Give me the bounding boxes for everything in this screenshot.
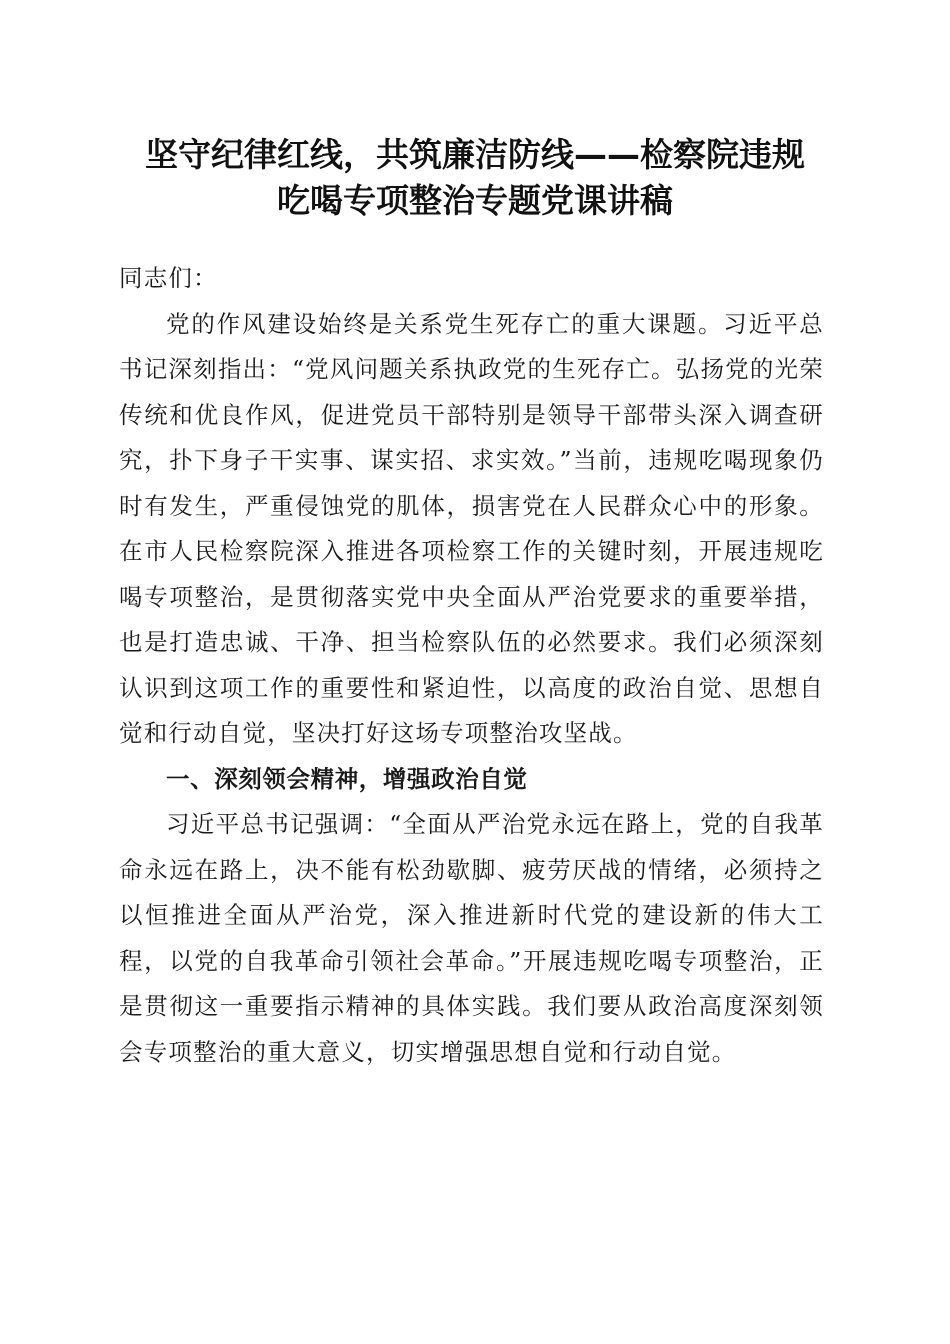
paragraph-section-1: 习近平总书记强调：“全面从严治党永远在路上，党的自我革命永远在路上，决不能有松劲歇脚、疲劳厌战的情绪，必须持之以恒推进全面从严治党，深入推进新时代党的建设新的伟大工程，以党的自我革命引领社会革命。”开展违规吃喝专项整治，正是贯彻这一重要指示精神的具体实践。我们要从政治高度深刻领会专项整治的重大意义，切实增强思想自觉和行动自觉。 (119, 810, 824, 1066)
salutation: 同志们： (119, 264, 218, 292)
paragraph-intro: 党的作风建设始终是关系党生死存亡的重大课题。习近平总书记深刻指出：“党风问题关系执政党的生死存亡。弘扬党的光荣传统和优良作风，促进党员干部特别是领导干部带头深入调查研究，扑下身子干实事、谋实招、求实效。”当前，违规吃喝现象仍时有发生，严重侵蚀党的肌体，损害党在人民群众心中的形象。在市人民检察院深入推进各项检察工作的关键时刻，开展违规吃喝专项整治，是贯彻落实党中央全面从严治党要求的重要举措，也是打造忠诚、干净、担当检察队伍的必然要求。我们必须深刻认识到这项工作的重要性和紧迫性，以高度的政治自觉、思想自觉和行动自觉，坚决打好这场专项整治攻坚战。 (119, 309, 824, 747)
title-line-1: 坚守纪律红线，共筑廉洁防线——检察院违规 (145, 135, 805, 174)
document-title (110, 132, 840, 224)
title-line-2: 吃喝专项整治专题党课讲稿 (277, 181, 673, 220)
section-heading-1: 一、深刻领会精神，增强政治自觉 (166, 764, 528, 793)
document-body (119, 256, 824, 1075)
